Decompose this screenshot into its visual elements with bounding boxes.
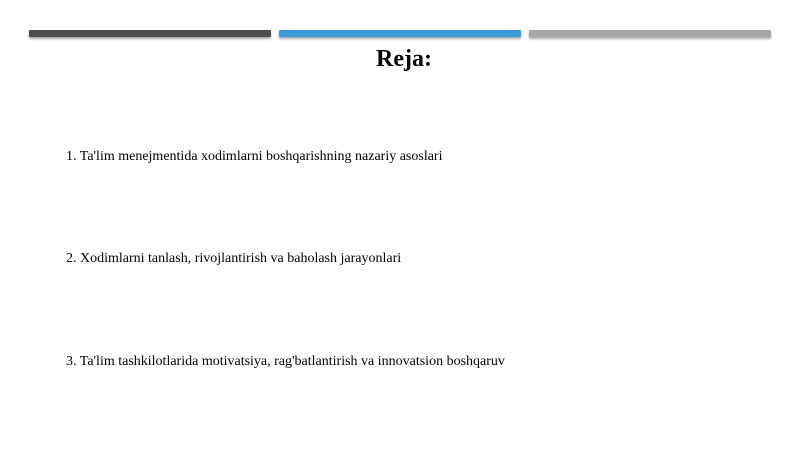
plan-item: [66, 148, 442, 166]
plan-item-text: Ta'lim menejmentida xodimlarni boshqarishning nazariy asoslari: [79, 149, 443, 164]
plan-item-text: Xodimlarni tanlash, rivojlantirish va baholash jarayonlari: [80, 251, 402, 266]
plan-list: [66, 0, 766, 449]
plan-item-number: 1.: [66, 149, 77, 164]
plan-item: [66, 353, 505, 371]
plan-item-text: Ta'lim tashkilotlarida motivatsiya, rag'batlantirish va innovatsion boshqaruv: [79, 354, 505, 369]
plan-item: [66, 250, 401, 268]
plan-item-number: 2.: [66, 251, 77, 266]
plan-item-number: 3.: [66, 354, 77, 369]
slide-title: Reja:: [376, 46, 432, 72]
